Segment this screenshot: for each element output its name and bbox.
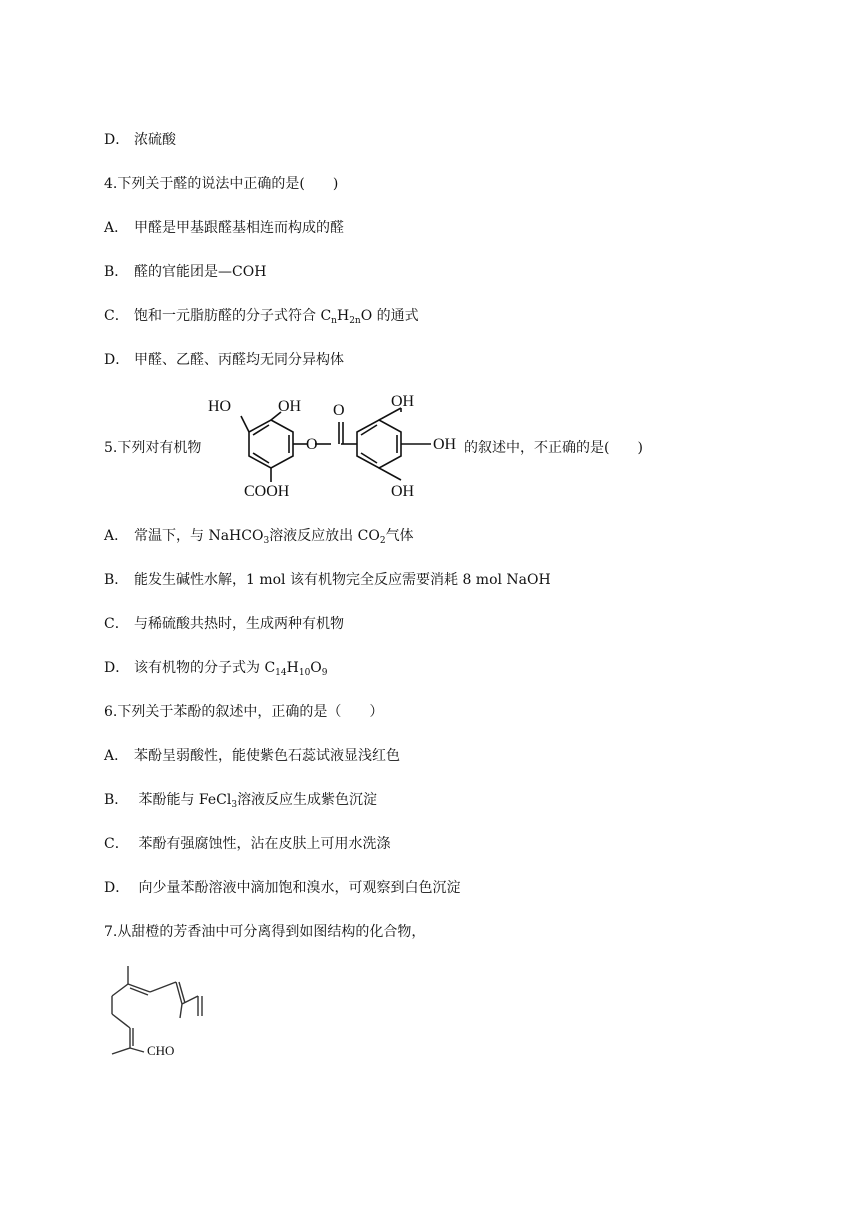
q4-option-c: [104, 306, 419, 326]
q7-stem: 7.从甜橙的芳香油中可分离得到如图结构的化合物，: [104, 924, 426, 940]
option-text: 向少量苯酚溶液中滴加饱和溴水，可观察到白色沉淀: [134, 880, 461, 896]
option-letter: A．: [104, 220, 129, 236]
option-text: 甲醛、乙醛、丙醛均无同分异构体: [134, 352, 344, 368]
option-letter: B．: [104, 264, 129, 280]
q4-stem: 4.下列关于醛的说法中正确的是( ): [104, 176, 339, 192]
formula-text: 溶液反应生成紫色沉淀: [237, 792, 378, 808]
struct-label-oh-top-left: OH: [278, 398, 302, 415]
option-text: 甲醛是甲基跟醛基相连而构成的醛: [134, 220, 344, 236]
struct-label-cho: CHO: [147, 1043, 175, 1058]
option-letter: C．: [104, 616, 129, 632]
subscript: 10: [298, 668, 311, 678]
option-letter: D．: [104, 880, 130, 896]
option-text: 与稀硫酸共热时，生成两种有机物: [134, 616, 344, 632]
formula-text: H: [336, 308, 350, 324]
option-letter: B．: [104, 572, 129, 588]
formula-text: O 的通式: [360, 308, 419, 324]
option-text: 醛的官能团是—COH: [134, 264, 267, 280]
q6-option-a: [104, 746, 400, 766]
subscript: 2n: [349, 316, 361, 326]
struct-label-cooh: COOH: [244, 483, 290, 500]
subscript: 2: [379, 536, 386, 546]
formula-text: 溶液反应放出 CO: [269, 528, 380, 544]
option-letter: B．: [104, 792, 129, 808]
formula-text: H: [286, 660, 299, 676]
option-letter: D．: [104, 352, 130, 368]
option-text: 能发生碱性水解，1 mol 该有机物完全反应需要消耗 8 mol NaOH: [134, 572, 551, 588]
q5-option-b: [104, 570, 551, 590]
q5-option-c: [104, 614, 344, 634]
formula-text: 饱和一元脂肪醛的分子式符合 C: [134, 308, 332, 324]
option-letter: A．: [104, 748, 129, 764]
option-text: 苯酚呈弱酸性，能使紫色石蕊试液显浅红色: [134, 748, 400, 764]
subscript: 9: [321, 668, 328, 678]
q3-option-d: [104, 130, 176, 150]
subscript: 3: [231, 800, 238, 810]
subscript: 3: [263, 536, 270, 546]
option-text: 苯酚有强腐蚀性，沾在皮肤上可用水洗涤: [134, 836, 391, 852]
q6-option-d: [104, 878, 460, 898]
q6-option-b: [104, 790, 377, 810]
option-letter: C．: [104, 836, 129, 852]
formula-text: 常温下，与 NaHCO: [134, 528, 264, 544]
subscript: 14: [275, 668, 287, 678]
q6-option-c: [104, 834, 390, 854]
subscript: n: [331, 316, 337, 326]
struct-label-oh-top-right: OH: [391, 393, 415, 410]
option-letter: D．: [104, 660, 130, 676]
formula-text: 该有机物的分子式为 C: [134, 660, 276, 676]
struct-label-oh-right: OH: [433, 436, 457, 453]
q4-option-b: [104, 262, 266, 282]
q6-stem: 6.下列关于苯酚的叙述中，正确的是（ ）: [104, 704, 384, 720]
struct-label-o-link: O: [306, 436, 318, 453]
formula-text: O: [310, 660, 322, 676]
formula-text: 气体: [385, 528, 414, 544]
struct-label-ho-left: HO: [208, 398, 232, 415]
option-letter: D．: [104, 132, 130, 148]
struct-label-oh-bottom-right: OH: [391, 483, 415, 500]
struct-label-o-double: O: [333, 402, 345, 419]
option-text: 浓硫酸: [134, 132, 176, 148]
option-letter: C．: [104, 308, 129, 324]
q5-stem-right: 的叙述中，不正确的是( ): [464, 440, 643, 456]
q5-option-a: [104, 526, 414, 546]
q5-stem-left: 5.下列对有机物: [104, 440, 202, 456]
option-letter: A．: [104, 528, 129, 544]
formula-text: 苯酚能与 FeCl: [134, 792, 232, 808]
q4-option-d: [104, 350, 344, 370]
q5-option-d: [104, 658, 328, 678]
q4-option-a: [104, 218, 344, 238]
